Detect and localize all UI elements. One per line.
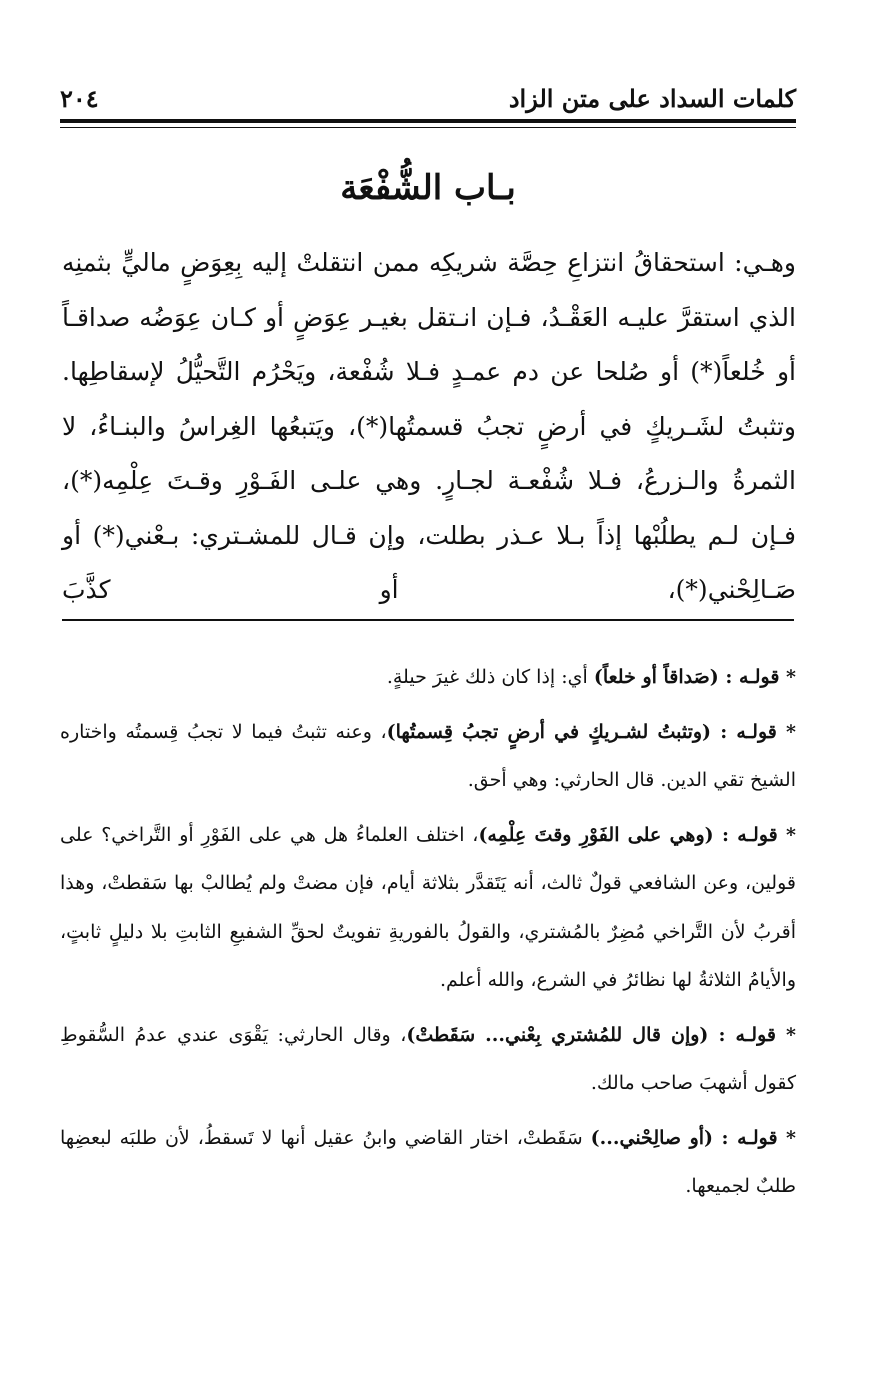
footnote xyxy=(60,1011,796,1108)
footnote xyxy=(60,708,796,805)
footnote xyxy=(60,811,796,1005)
footnote-body: سَقَطتْ، اختار القاضي وابنُ عقيل أنها لا تَسقطُ، لأن طلبَه لبعضِها طلبٌ لجميعها. xyxy=(60,1126,796,1197)
footnote-lead: * قولـه : (وتثبتُ لشـريكٍ في أرضٍ تجبُ قِسمتُها) xyxy=(386,720,796,743)
main-paragraph: وهـي: استحقاقُ انتزاعِ حِصَّة شريكِه ممن انتقلتْ إليه بِعِوَضٍ ماليٍّ بثمنِه الذي استقرَّ عليـه العَقْـدُ، فـإن انـتقل بغيـر عِوَضٍ أو كـان عِوَضُه صداقـاً أو خُلعاً(*) أو صُلحا عن دم عمـدٍ فـلا شُفْعة، ويَحْرُم التَّحيُّلُ لإسقاطِها. وتثبتُ لشَـريكٍ في أرضٍ تجبُ قسمتُها(*)، ويَتبعُها الغِراسُ والبنـاءُ، لا الثمرةُ والـزرعُ، فـلا شُفْعـة لجـارٍ. وهي علـى الفَـوْرِ وقـتَ عِلْمِه(*)، فـإن لـم يطلُبْها إذاً بـلا عـذر بطلت، وإن قـال للمشـتري: بـعْني(*) أو صَـالِحْني(*)، أو كذَّبَ xyxy=(62,248,796,604)
footnotes-section xyxy=(60,653,796,1217)
footnote-lead: * قولـه : (وهي على الفَوْرِ وقتَ عِلْمِه) xyxy=(478,823,796,846)
header-rule-thick xyxy=(60,119,796,123)
footnote-lead: * قولـه : (وإن قال للمُشتري بِعْني... سَقَطتْ) xyxy=(406,1023,796,1046)
footnote-separator xyxy=(62,619,794,621)
footnote xyxy=(60,653,796,702)
running-title: كلمات السداد على متن الزاد xyxy=(508,84,796,113)
footnote-body: ، وعنه تثبتُ فيما لا تجبُ قِسمتُه واختاره الشيخ تقي الدين. قال الحارثي: وهي أحق. xyxy=(60,720,796,791)
footnote-body: أي: إذا كان ذلك غيرَ حيلةٍ. xyxy=(386,666,594,688)
chapter-title: بـاب الشُّفْعَة xyxy=(340,168,516,208)
footnote-lead: * قولـه : (أو صالِحْني...) xyxy=(590,1126,796,1149)
main-text-block xyxy=(62,236,796,618)
page-number: ٢٠٤ xyxy=(60,84,99,113)
footnote xyxy=(60,1114,796,1211)
page-header xyxy=(60,78,796,118)
footnote-body: ، اختلف العلماءُ هل هي على الفَوْرِ أو التَّراخي؟ على قولين، وعن الشافعي قولٌ ثالث، أنه يَتَقدَّر بثلاثة أيام، فإن مضتْ ولم يُطالبْ بها سَقطتْ، وهذا أقربُ لأن التَّراخي مُضِرٌ بالمُشتري، والقولُ بالفوريةِ تفويتٌ لحقِّ الشفيعِ الثابتِ بلا دليلٍ ثابتٍ، والأيامُ الثلاثةُ لها نظائرُ في الشرع، والله أعلم. xyxy=(60,823,796,991)
footnote-lead: * قولـه : (صَداقاً أو خلعاً) xyxy=(593,666,796,688)
header-rule-thin xyxy=(60,127,796,128)
footnote-body: ، وقال الحارثي: يَقْوَى عندي عدمُ السُّقوطِ كقول أشهبَ صاحب مالك. xyxy=(60,1023,796,1094)
